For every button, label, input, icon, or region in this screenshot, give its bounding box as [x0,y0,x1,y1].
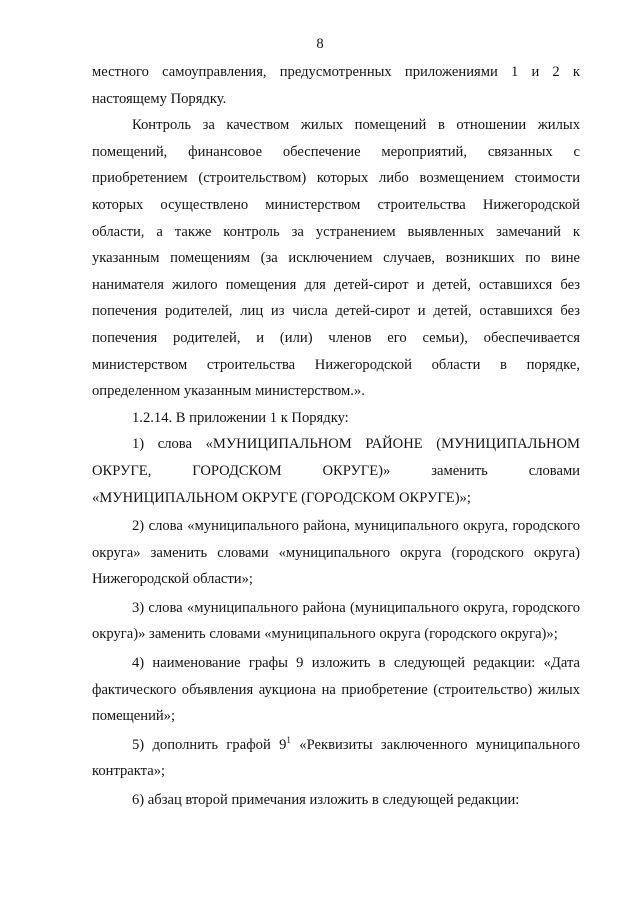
item-5-text-before: 5) дополнить графой 9 [132,736,287,753]
paragraph-item-5 [92,732,580,785]
paragraph-control-quality: Контроль за качеством жилых помещений в отношении жилых помещений, финансовое обеспечение мероприятий, связанных с приобретением (строительством) которых либо возмещением стоимости которых осуществлено министерством строительства Нижегородской области, а также контроль за устранением выявленных замечаний к указанным помещениям (за исключением случаев, возникших по вине нанимателя жилого помещения для детей-сирот и детей, оставшихся без попечения родителей, лиц из числа детей-сирот и детей, оставшихся без попечения родителей, и (или) членов его семьи), обеспечивается министерством строительства Нижегородской области в порядке, определенном указанным министерством.». [92,117,580,400]
paragraph-item-1: 1) слова «МУНИЦИПАЛЬНОМ РАЙОНЕ (МУНИЦИПАЛЬНОМ ОКРУГЕ, ГОРОДСКОМ ОКРУГЕ)» заменить словами «МУНИЦИПАЛЬНОМ ОКРУГЕ (ГОРОДСКОМ ОКРУГЕ)»; [92,436,580,506]
paragraph-item-6: 6) абзац второй примечания изложить в следующей редакции: [132,792,520,809]
document-body [92,59,580,814]
paragraph-item-4: 4) наименование графы 9 изложить в следующей редакции: «Дата фактического объявления аукциона на приобретение (строительство) жилых помещений»; [92,655,580,725]
item-5-text-after: «Реквизиты заключенного муниципального контракта»; [92,736,580,780]
paragraph-item-2: 2) слова «муниципального района, муниципального округа, городского округа» заменить словами «муниципального округа (городского округа) Нижегородской области»; [92,518,580,588]
paragraph-continuation: местного самоуправления, предусмотренных приложениями 1 и 2 к настоящему Порядку. [92,64,580,107]
item-5-superscript: 1 [286,734,291,745]
paragraph-clause-1-2-14: 1.2.14. В приложении 1 к Порядку: [132,409,349,426]
paragraph-item-3: 3) слова «муниципального района (муниципального округа, городского округа)» заменить словами «муниципального округа (городского округа)»; [92,599,580,643]
page-number: 8 [316,36,324,52]
